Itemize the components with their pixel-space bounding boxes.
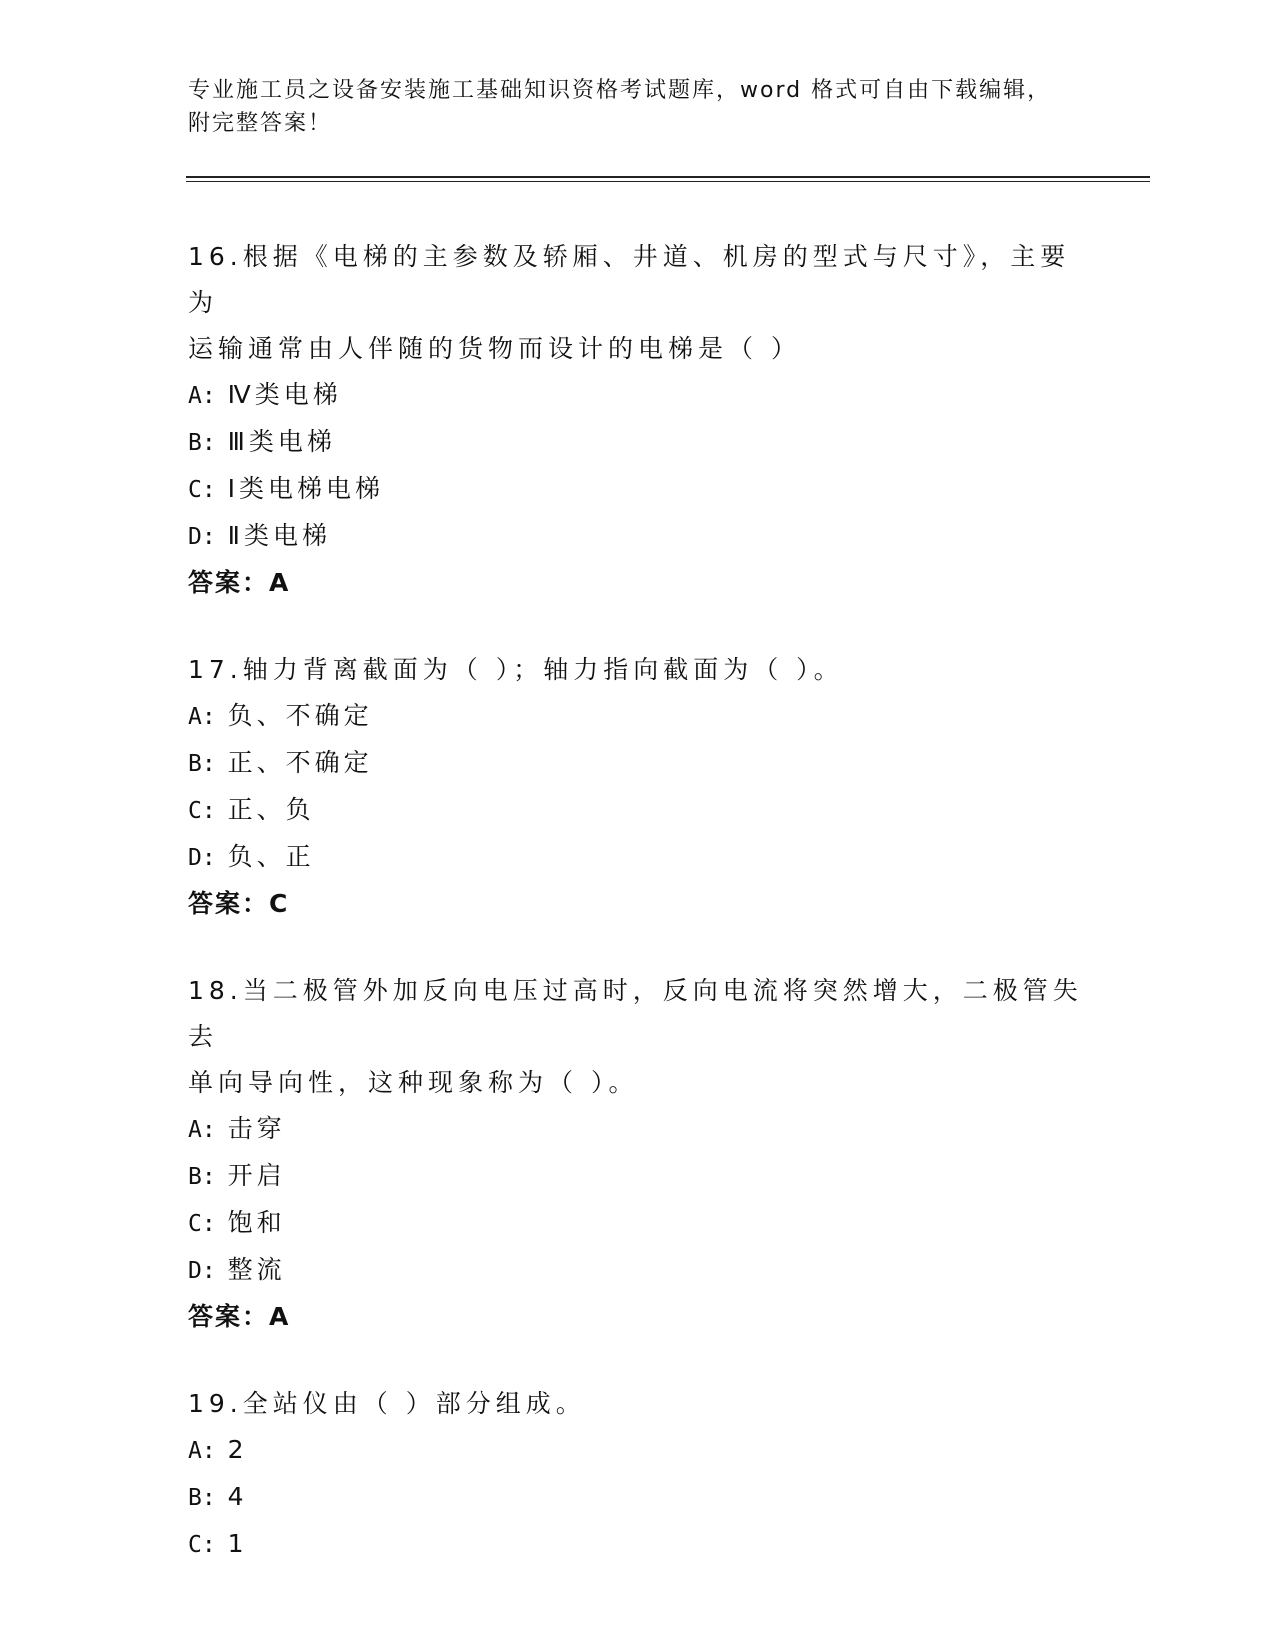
- option-a: [188, 693, 1088, 740]
- option-text: Ⅳ类电梯: [227, 380, 342, 409]
- option-b: [188, 419, 1088, 466]
- question-19: [188, 1381, 1088, 1568]
- option-letter: B:: [188, 751, 216, 777]
- answer-text: 答案：A: [188, 1302, 291, 1331]
- option-text: 击穿: [227, 1114, 286, 1143]
- question-stem-line-1: 16.根据《电梯的主参数及轿厢、井道、机房的型式与尺寸》，主要为: [188, 242, 1071, 317]
- header-line-2: 附完整答案！: [188, 111, 333, 136]
- option-c: [188, 1521, 1088, 1568]
- answer-text: 答案：A: [188, 568, 291, 597]
- question-stem: [188, 1381, 1088, 1427]
- option-text: 2: [227, 1435, 248, 1464]
- option-c: [188, 787, 1088, 834]
- option-text: Ⅰ类电梯电梯: [227, 474, 385, 503]
- option-letter: A:: [188, 1438, 216, 1464]
- option-d: [188, 834, 1088, 881]
- option-b: [188, 740, 1088, 787]
- option-text: 开启: [227, 1161, 286, 1190]
- option-c: [188, 1200, 1088, 1247]
- option-d: [188, 1247, 1088, 1294]
- option-letter: B:: [188, 430, 216, 456]
- option-text: 正、负: [227, 795, 315, 824]
- question-stem: [188, 968, 1088, 1106]
- question-stem-line-2: 单向导向性，这种现象称为（ ）。: [188, 1068, 639, 1097]
- option-text: 整流: [227, 1255, 286, 1284]
- header-divider: [186, 176, 1150, 182]
- question-stem-line-1: 19.全站仪由（ ）部分组成。: [188, 1389, 586, 1418]
- option-letter: A:: [188, 1117, 216, 1143]
- option-text: 负、正: [227, 842, 315, 871]
- option-letter: B:: [188, 1485, 216, 1511]
- question-17: [188, 647, 1088, 927]
- option-letter: A:: [188, 704, 216, 730]
- answer-text: 答案：C: [188, 889, 290, 918]
- question-16: [188, 234, 1088, 606]
- option-text: 4: [227, 1482, 248, 1511]
- option-letter: A:: [188, 383, 216, 409]
- question-stem-line-1: 17.轴力背离截面为（ ）；轴力指向截面为（ ）。: [188, 655, 844, 684]
- option-b: [188, 1474, 1088, 1521]
- option-a: [188, 1427, 1088, 1474]
- option-letter: C:: [188, 798, 216, 824]
- option-text: 1: [227, 1529, 248, 1558]
- header-text: [188, 74, 1088, 140]
- option-c: [188, 466, 1088, 513]
- header-line-1: 专业施工员之设备安装施工基础知识资格考试题库，word 格式可自由下载编辑，: [188, 78, 1052, 103]
- question-stem: [188, 234, 1088, 372]
- option-letter: D:: [188, 524, 216, 550]
- question-stem-line-1: 18.当二极管外加反向电压过高时，反向电流将突然增大，二极管失去: [188, 976, 1083, 1051]
- option-letter: C:: [188, 477, 216, 503]
- option-letter: C:: [188, 1532, 216, 1558]
- question-list: [188, 234, 1088, 1609]
- question-stem-line-2: 运输通常由人伴随的货物而设计的电梯是（ ）: [188, 334, 801, 363]
- option-letter: C:: [188, 1211, 216, 1237]
- option-d: [188, 513, 1088, 560]
- option-letter: B:: [188, 1164, 216, 1190]
- option-text: 负、不确定: [227, 701, 373, 730]
- option-a: [188, 1106, 1088, 1153]
- option-letter: D:: [188, 845, 216, 871]
- question-18: [188, 968, 1088, 1340]
- question-stem: [188, 647, 1088, 693]
- option-b: [188, 1153, 1088, 1200]
- option-text: Ⅱ类电梯: [227, 521, 331, 550]
- option-text: 正、不确定: [227, 748, 373, 777]
- option-letter: D:: [188, 1258, 216, 1284]
- option-text: 饱和: [227, 1208, 286, 1237]
- option-text: Ⅲ类电梯: [227, 427, 336, 456]
- option-a: [188, 372, 1088, 419]
